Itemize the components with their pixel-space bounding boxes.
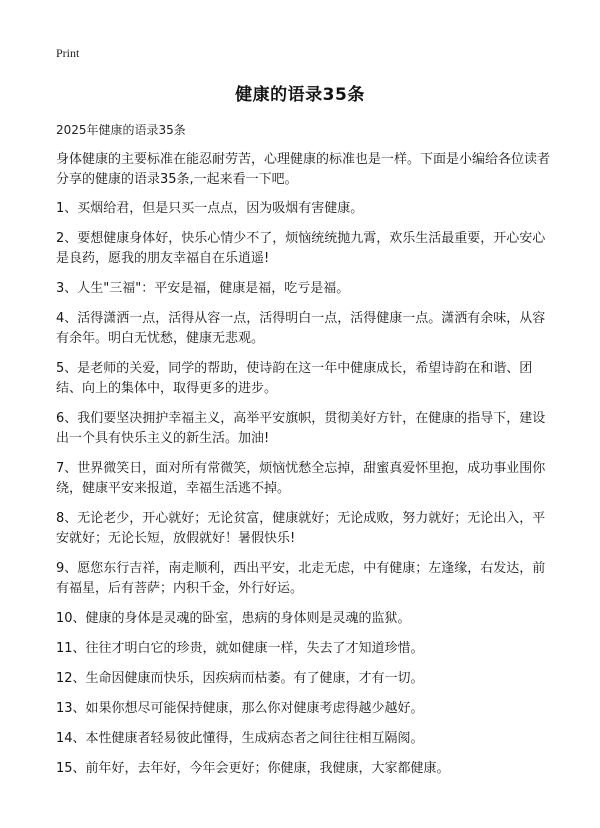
quote-item: 9、愿您东行吉祥，南走顺利，西出平安，北走无虑，中有健康；左逢缘，右发达，前有福星，后有菩萨；内积千金，外行好运。	[56, 561, 546, 596]
quote-item: 15、前年好，去年好，今年会更好；你健康，我健康，大家都健康。	[56, 761, 450, 776]
quote-item: 12、生命因健康而快乐，因疾病而枯萎。有了健康，才有一切。	[56, 671, 424, 686]
quote-item: 6、我们要坚决拥护幸福主义，高举平安旗帜，贯彻美好方针，在健康的指导下，建设出一个具有快乐主义的新生活。加油!	[56, 411, 546, 446]
article-body	[56, 150, 550, 789]
quote-item: 14、本性健康者轻易彼此懂得，生成病态者之间往往相互隔阂。	[56, 731, 424, 746]
quote-item: 11、往往才明白它的珍贵，就如健康一样，失去了才知道珍惜。	[56, 641, 424, 656]
quote-item: 7、世界微笑日，面对所有常微笑，烦恼忧愁全忘掉，甜蜜真爱怀里抱，成功事业围你绕，健康平安来报道，幸福生活逃不掉。	[56, 461, 546, 496]
quote-item: 8、无论老少，开心就好；无论贫富，健康就好；无论成败，努力就好；无论出入，平安就好；无论长短，放假就好！暑假快乐!	[56, 511, 546, 546]
quote-item: 2、要想健康身体好，快乐心情少不了，烦恼统统抛九霄，欢乐生活最重要，开心安心是良药，愿我的朋友幸福自在乐逍遥!	[56, 231, 546, 266]
quote-item: 4、活得潇洒一点，活得从容一点，活得明白一点，活得健康一点。潇洒有余味，从容有余年。明白无忧愁，健康无悲观。	[56, 311, 546, 346]
print-label: Print	[56, 46, 80, 60]
page-subtitle: 2025年健康的语录35条	[56, 123, 186, 137]
intro-paragraph: 身体健康的主要标准在能忍耐劳苦，心理健康的标准也是一样。下面是小编给各位读者分享的健康的语录35条,一起来看一下吧。	[56, 152, 551, 187]
page-title: 健康的语录35条	[235, 85, 365, 105]
quote-item: 5、是老师的关爱，同学的帮助，使诗韵在这一年中健康成长，希望诗韵在和谐、团结、向上的集体中，取得更多的进步。	[56, 361, 533, 396]
quote-item: 1、买烟给君，但是只买一点点，因为吸烟有害健康。	[56, 201, 364, 216]
quote-item: 3、人生"三福"：平安是福，健康是福，吃亏是福。	[56, 281, 350, 296]
quote-item: 13、如果你想尽可能保持健康，那么你对健康考虑得越少越好。	[56, 701, 424, 716]
quote-item: 10、健康的身体是灵魂的卧室，患病的身体则是灵魂的监狱。	[56, 611, 411, 626]
